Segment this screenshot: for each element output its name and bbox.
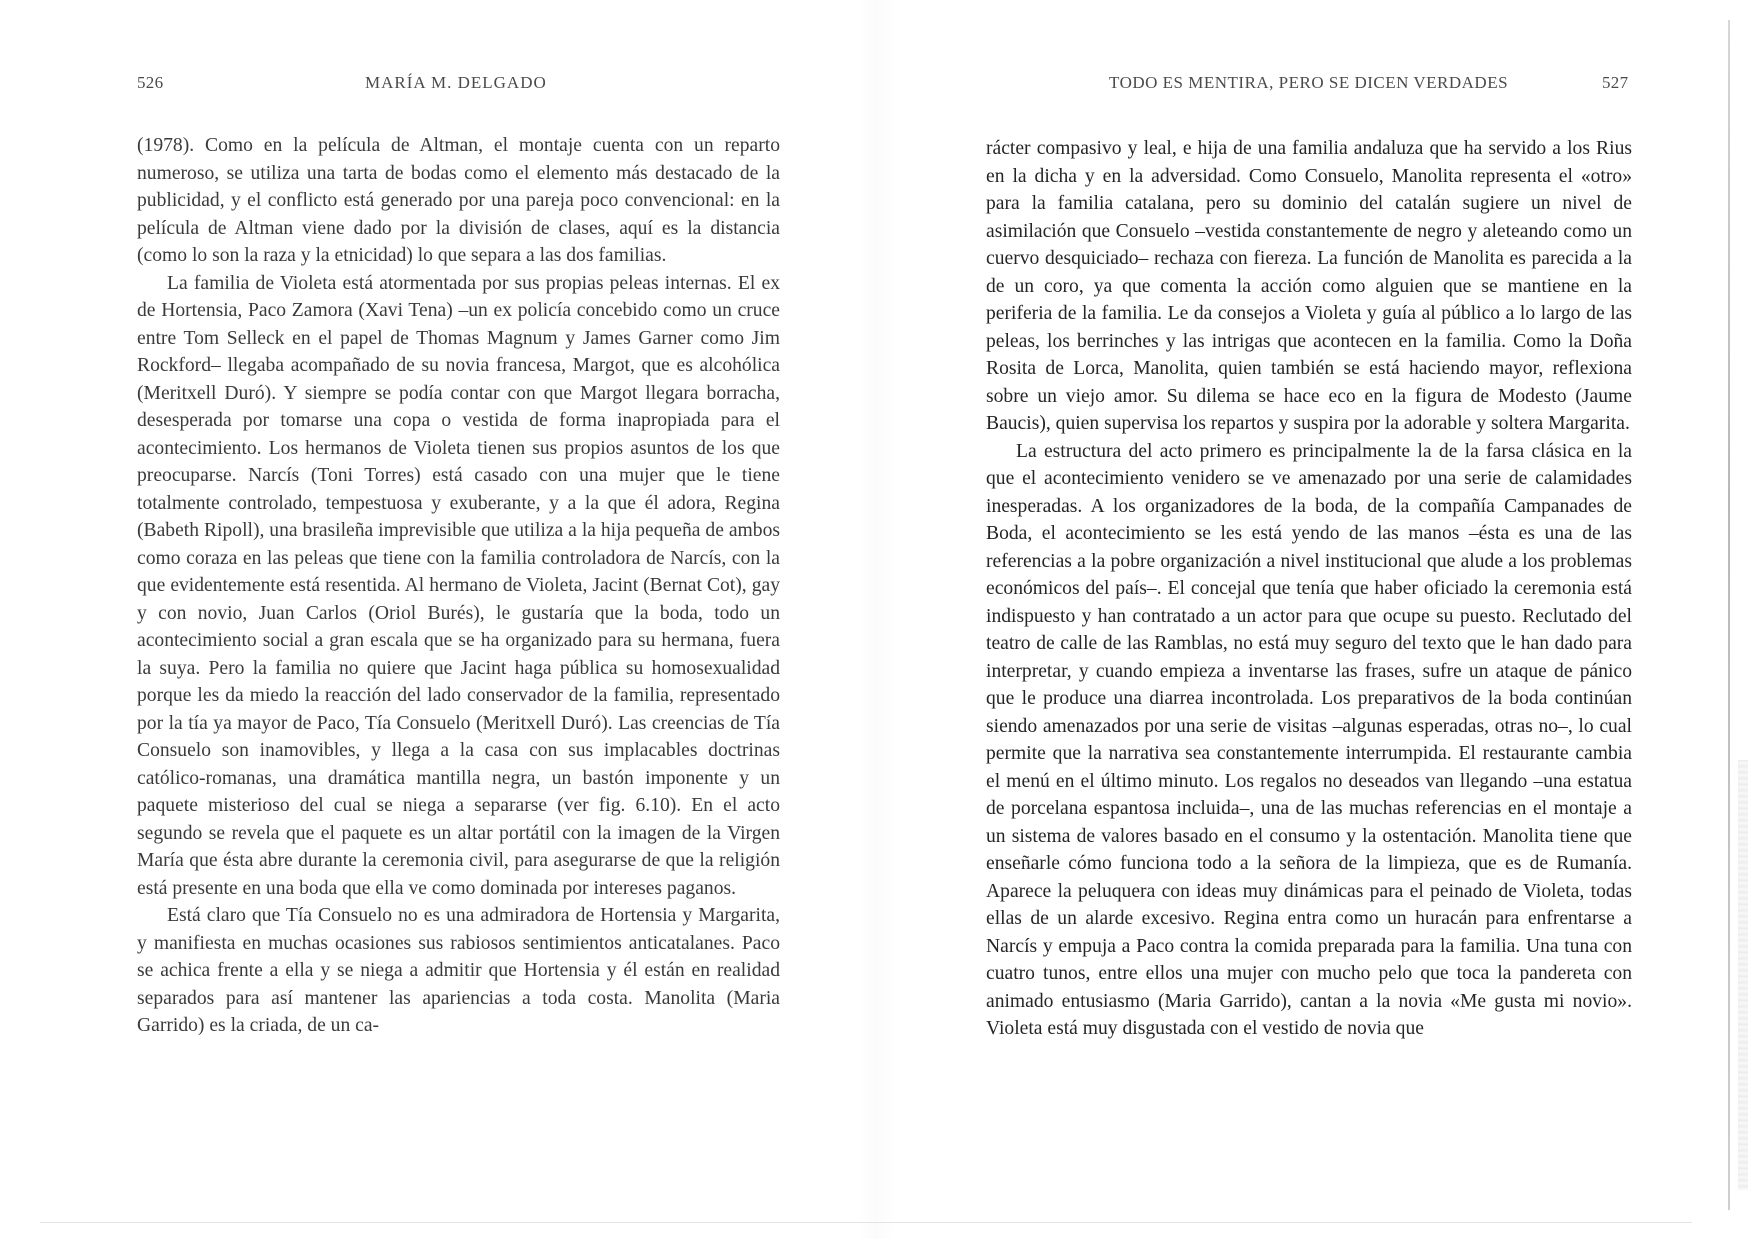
page-edge bbox=[1728, 20, 1730, 1210]
left-page-body bbox=[137, 132, 780, 1040]
right-page bbox=[876, 0, 1752, 1239]
page-number-right: 527 bbox=[1602, 73, 1629, 92]
right-page-body bbox=[986, 135, 1632, 1043]
paragraph: rácter compasivo y leal, e hija de una familia andaluza que ha servido a los Rius en la dicha y en la adversidad. Como Consuelo, Manolita representa el «otro» para la familia catalana, pero su dominio del catalán sugiere un nivel de asimilación que Consuelo –vestida constantemente de negro y aleteando como un cuervo desquiciado– rechaza con fiereza. La función de Manolita es parecida a la de un coro, ya que comenta la acción como alguien que se mantiene en la periferia de la familia. Le da consejos a Violeta y guía al público a lo largo de las peleas, los berrinches y las intrigas que acontecen en la familia. Como la Doña Rosita de Lorca, Manolita, quien también se está haciendo mayor, reflexiona sobre un viejo amor. Su dilema se hace eco en la figura de Modesto (Jaume Baucis), quien supervisa los repartos y suspira por la adorable y soltera Margarita. bbox=[986, 138, 1632, 434]
paragraph: Está claro que Tía Consuelo no es una admiradora de Hortensia y Margarita, y manifiesta en muchas ocasiones sus rabiosos sentimientos anticatalanes. Paco se achica frente a ella y se niega a admitir que Hortensia y él están en realidad separados para así mantener las apariencias a toda costa. Manolita (Maria Garrido) es la criada, de un ca- bbox=[137, 905, 780, 1036]
paragraph: La familia de Violeta está atormentada por sus propias peleas internas. El ex de Hortensia, Paco Zamora (Xavi Tena) –un ex policía concebido como un cruce entre Tom Selleck en el papel de Thomas Magnum y James Garner como Jim Rockford– llegaba acompañado de su novia francesa, Margot, que es alcohólica (Meritxell Duró). Y siempre se podía contar con que Margot llegara borracha, desesperada por tomarse una copa o vestida de forma inapropiada para el acontecimiento. Los hermanos de Violeta tienen sus propios asuntos de los que preocuparse. Narcís (Toni Torres) está casado con una mujer que le tiene totalmente controlado, tempestuosa y exuberante, y a la que él adora, Regina (Babeth Ripoll), una brasileña imprevisible que utiliza a la hija pequeña de ambos como coraza en las peleas que tiene con la familia controladora de Narcís, con la que evidentemente está resentida. Al hermano de Violeta, Jacint (Bernat Cot), gay y con novio, Juan Carlos (Oriol Burés), le gustaría que la boda, todo un acontecimiento social a gran escala que se ha organizado para su hermana, fuera la suya. Pero la familia no quiere que Jacint haga pública su homosexualidad porque les da miedo la reacción del lado conservador de la familia, representado por la tía ya mayor de Paco, Tía Consuelo (Meritxell Duró). Las creencias de Tía Consuelo son inamovibles, y llega a la casa con sus implacables doctrinas católico-romanas, una dramática mantilla negra, un bastón imponente y un paquete misterioso del cual se niega a separarse (ver fig. 6.10). En el acto segundo se revela que el paquete es un altar portátil con la imagen de la Virgen María que ésta abre durante la ceremonia civil, para asegurarse de que la religión está presente en una boda que ella ve como dominada por intereses paganos. bbox=[137, 272, 780, 899]
running-title-left: MARÍA M. DELGADO bbox=[365, 73, 547, 92]
page-number-left: 526 bbox=[137, 73, 164, 92]
page-edge-texture bbox=[1738, 760, 1748, 1190]
book-gutter bbox=[856, 0, 896, 1239]
paragraph: (1978). Como en la película de Altman, el montaje cuenta con un reparto numeroso, se utiliza una tarta de bodas como el elemento más destacado de la publicidad, y el conflicto está generado por una pareja poco convencional: en la película de Altman viene dado por la división de clases, aquí es la distancia (como lo son la raza y la etnicidad) lo que separa a las dos familias. bbox=[137, 135, 780, 266]
running-title-right: TODO ES MENTIRA, PERO SE DICEN VERDADES bbox=[1109, 73, 1509, 92]
scan-bottom-edge bbox=[40, 1222, 1692, 1223]
paragraph: La estructura del acto primero es principalmente la de la farsa clásica en la que el acontecimiento venidero se ve amenazado por una serie de calamidades inesperadas. A los organizadores de la boda, de la compañía Campanades de Boda, el acontecimiento se les está yendo de las manos –ésta es una de las referencias a la pobre organización a nivel institucional que alude a los problemas económicos del país–. El concejal que tenía que haber oficiado la ceremonia está indispuesto y han contratado a un actor para que ocupe su puesto. Reclutado del teatro de calle de las Ramblas, no está muy seguro del texto que le han dado para interpretar, y cuando empieza a inventarse las frases, sufre un ataque de pánico que le produce una diarrea incontrolada. Los preparativos de la boda continúan siendo amenazados por una serie de visitas –algunas esperadas, otras no–, lo cual permite que la narrativa sea constantemente interrumpida. El restaurante cambia el menú en el último minuto. Los regalos no deseados van llegando –una estatua de porcelana espantosa incluida–, una de las muchas referencias en el montaje a un sistema de valores basado en el consumo y la ostentación. Manolita tiene que enseñarle cómo funciona todo a la señora de la limpieza, que es de Rumanía. Aparece la peluquera con ideas muy dinámicas para el peinado de Violeta, todas ellas de un alarde excesivo. Regina entra como un huracán para enfrentarse a Narcís y empuja a Paco contra la comida preparada para la familia. Una tuna con cuatro tunos, entre ellos una mujer con mucho pelo que toca la pandereta con animado entusiasmo (Maria Garrido), cantan a la novia «Me gusta mi novio». Violeta está muy disgustada con el vestido de novia que bbox=[986, 440, 1632, 1039]
